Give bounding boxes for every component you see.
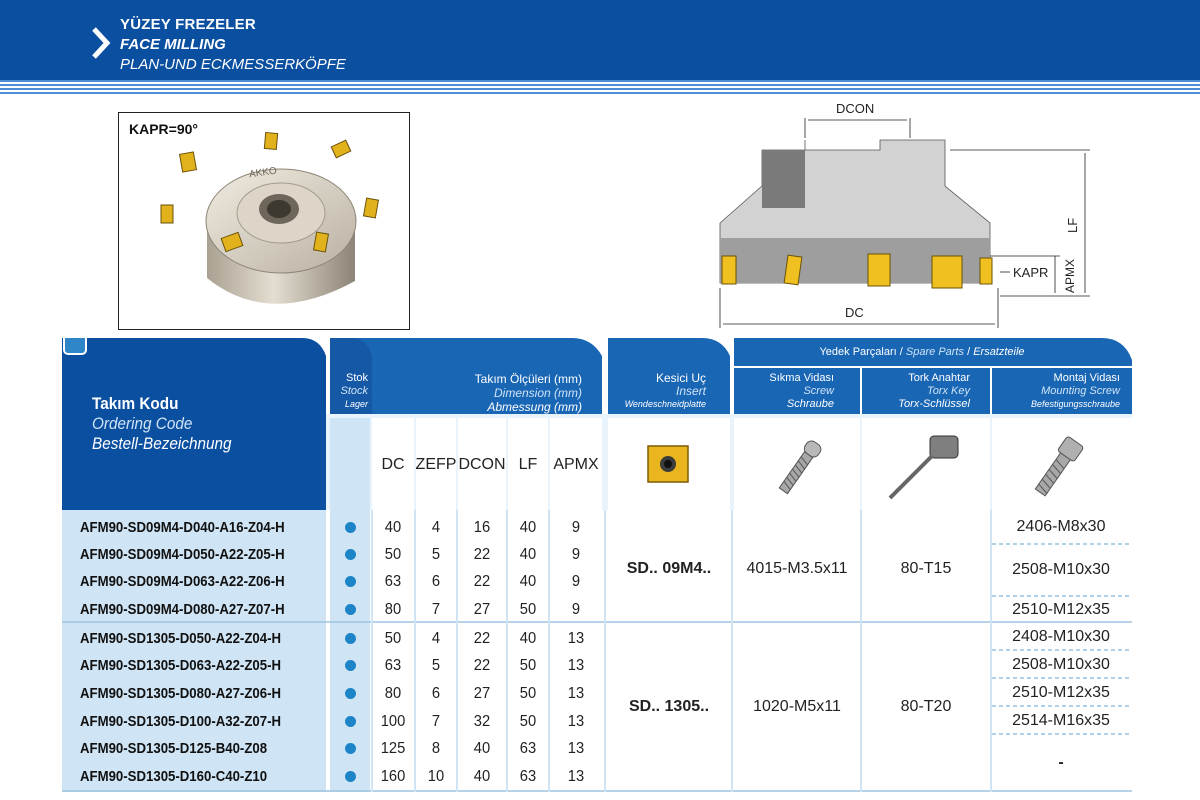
dimensions-en: Dimension (mm) xyxy=(493,386,582,400)
cell-dcon: 22 xyxy=(473,573,491,590)
insert-heading xyxy=(610,372,706,411)
cell-zefp: 10 xyxy=(427,768,445,785)
torx-key-image xyxy=(880,430,970,506)
stock-dot xyxy=(345,716,356,727)
ordering-code: AFM90-SD1305-D125-B40-Z08 xyxy=(80,740,268,757)
col-dcon: DCON xyxy=(458,456,506,473)
dimensions-tr: Takım Ölçüleri (mm) xyxy=(474,372,582,386)
mount-screw: 2510-M12x35 xyxy=(1012,684,1110,701)
cell-dcon: 40 xyxy=(473,768,491,785)
col-zefp: ZEFP xyxy=(415,456,457,473)
cell-apmx: 9 xyxy=(571,519,581,536)
ordering-code-tr: Takım Kodu xyxy=(92,394,179,413)
cell-apmx: 13 xyxy=(567,740,585,757)
dim-kapr: KAPR xyxy=(1013,265,1049,280)
chevron-right-icon xyxy=(90,26,112,60)
stock-dot xyxy=(345,604,356,615)
cell-dc: 100 xyxy=(380,713,406,730)
spare-parts-sep-2: / xyxy=(967,346,971,358)
cell-dcon: 22 xyxy=(473,657,491,674)
stock-dot xyxy=(345,743,356,754)
cell-dcon: 22 xyxy=(473,630,491,647)
spare-parts-en: Spare Parts xyxy=(905,346,964,358)
cell-dcon: 16 xyxy=(473,519,491,536)
mount-en: Mounting Screw xyxy=(1041,385,1120,397)
cell-dc: 125 xyxy=(380,740,406,757)
cell-lf: 63 xyxy=(519,740,537,757)
ordering-code: AFM90-SD1305-D080-A27-Z06-H xyxy=(80,685,282,702)
cell-apmx: 13 xyxy=(567,685,585,702)
key-en: Torx Key xyxy=(926,385,970,397)
ordering-code: AFM90-SD09M4-D063-A22-Z06-H xyxy=(80,573,285,590)
cell-dc: 50 xyxy=(384,630,402,647)
col-lf: LF xyxy=(518,456,538,473)
cell-dcon: 32 xyxy=(473,713,491,730)
stock-de: Lager xyxy=(344,399,368,409)
ordering-code: AFM90-SD1305-D063-A22-Z05-H xyxy=(80,657,282,674)
cell-apmx: 13 xyxy=(567,657,585,674)
cell-apmx: 9 xyxy=(571,601,581,618)
cell-dcon: 40 xyxy=(473,740,491,757)
mount-screw: 2406-M8x30 xyxy=(1016,518,1106,535)
cell-apmx: 9 xyxy=(571,573,581,590)
dim-dc: DC xyxy=(845,305,864,320)
cell-lf: 50 xyxy=(519,601,537,618)
stock-dot xyxy=(345,633,356,644)
cell-apmx: 9 xyxy=(571,546,581,563)
stock-heading xyxy=(330,372,368,411)
cell-dc: 40 xyxy=(384,519,402,536)
ordering-code-heading xyxy=(92,394,312,454)
mounting-screw-image xyxy=(1028,432,1088,502)
cell-lf: 50 xyxy=(519,685,537,702)
ordering-code-de: Bestell-Bezeichnung xyxy=(92,434,232,453)
cell-dc: 63 xyxy=(384,657,402,674)
key-heading xyxy=(862,372,970,411)
title-english: FACE MILLING xyxy=(120,36,226,53)
insert-image xyxy=(642,440,694,488)
dim-apmx: APMX xyxy=(1063,258,1077,293)
cell-lf: 63 xyxy=(519,768,537,785)
cell-dc: 63 xyxy=(384,573,402,590)
ordering-code: AFM90-SD09M4-D050-A22-Z05-H xyxy=(80,546,285,563)
mount-screw: 2508-M10x30 xyxy=(1012,656,1110,673)
dimension-heading xyxy=(422,372,582,414)
mount-screw: 2514-M16x35 xyxy=(1012,712,1110,729)
cell-apmx: 13 xyxy=(567,768,585,785)
ordering-code: AFM90-SD1305-D100-A32-Z07-H xyxy=(80,713,282,730)
mount-heading xyxy=(992,372,1120,411)
product-photo-box xyxy=(118,112,410,330)
screw-tr: Sıkma Vidası xyxy=(769,372,834,384)
cell-dc: 80 xyxy=(384,601,402,618)
col-dc: DC xyxy=(381,456,405,473)
spare-parts-sep-1: / xyxy=(899,346,903,358)
brand-label: AKKO xyxy=(248,165,278,181)
cell-lf: 40 xyxy=(519,573,537,590)
insert-de: Wendeschneidplatte xyxy=(624,399,706,409)
stock-dot xyxy=(345,688,356,699)
stock-dot xyxy=(345,522,356,533)
ordering-code: AFM90-SD09M4-D040-A16-Z04-H xyxy=(80,519,285,536)
mount-screw: 2510-M12x35 xyxy=(1012,601,1110,618)
cell-zefp: 7 xyxy=(431,713,441,730)
mount-screw: 2508-M10x30 xyxy=(1012,561,1110,578)
title-german: PLAN-UND ECKMESSERKÖPFE xyxy=(120,56,346,73)
col-apmx: APMX xyxy=(553,456,599,473)
ordering-code: AFM90-SD09M4-D080-A27-Z07-H xyxy=(80,601,285,618)
key-de: Torx-Schlüssel xyxy=(898,398,970,410)
mount-screw: - xyxy=(1058,754,1064,771)
group-key: 80-T15 xyxy=(900,560,952,577)
cell-zefp: 8 xyxy=(431,740,441,757)
cell-zefp: 5 xyxy=(431,657,441,674)
screw-heading xyxy=(734,372,834,411)
cell-zefp: 6 xyxy=(431,573,441,590)
cell-lf: 40 xyxy=(519,546,537,563)
cell-lf: 50 xyxy=(519,657,537,674)
cell-zefp: 5 xyxy=(431,546,441,563)
group-key: 80-T20 xyxy=(900,698,952,715)
spare-parts-tr: Yedek Parçaları xyxy=(819,346,897,358)
screw-de: Schraube xyxy=(786,398,834,410)
cell-dc: 160 xyxy=(380,768,406,785)
stock-tr: Stok xyxy=(345,372,368,384)
mount-de: Befestigungsschraube xyxy=(1030,399,1120,409)
cell-apmx: 13 xyxy=(567,713,585,730)
cell-lf: 40 xyxy=(519,630,537,647)
cell-lf: 40 xyxy=(519,519,537,536)
header-stripe xyxy=(0,80,1200,94)
group-screw: 1020-M5x11 xyxy=(753,698,841,715)
title-turkish: YÜZEY FREZELER xyxy=(120,16,256,33)
technical-drawing xyxy=(700,98,1100,330)
table-header xyxy=(62,338,1132,510)
dim-lf: LF xyxy=(1065,217,1080,233)
face-mill-photo xyxy=(119,113,410,330)
cell-lf: 50 xyxy=(519,713,537,730)
cell-dcon: 27 xyxy=(473,601,491,618)
ordering-code-en: Ordering Code xyxy=(92,414,193,433)
mount-screw: 2408-M10x30 xyxy=(1012,628,1110,645)
cell-zefp: 4 xyxy=(431,630,441,647)
group-insert-code: SD.. 1305.. xyxy=(628,698,710,715)
cell-dcon: 22 xyxy=(473,546,491,563)
stock-dot xyxy=(345,576,356,587)
cell-zefp: 4 xyxy=(431,519,441,536)
key-tr: Tork Anahtar xyxy=(908,372,970,384)
group-insert-code: SD.. 09M4.. xyxy=(626,560,712,577)
cell-zefp: 6 xyxy=(431,685,441,702)
ordering-code: AFM90-SD1305-D160-C40-Z10 xyxy=(80,768,268,785)
dim-dcon: DCON xyxy=(836,101,875,116)
screw-en: Screw xyxy=(803,385,834,397)
insert-tr: Kesici Uç xyxy=(655,371,706,385)
group-screw: 4015-M3.5x11 xyxy=(746,560,848,577)
insert-en: Insert xyxy=(675,384,706,398)
dimensions-de: Abmessung (mm) xyxy=(487,400,582,414)
cell-apmx: 13 xyxy=(567,630,585,647)
mount-tr: Montaj Vidası xyxy=(1053,372,1120,384)
page-header xyxy=(0,0,1200,80)
screw-image xyxy=(770,432,830,502)
stock-dot xyxy=(345,549,356,560)
spare-parts-de: Ersatzteile xyxy=(973,346,1025,358)
cell-dc: 50 xyxy=(384,546,402,563)
cell-zefp: 7 xyxy=(431,601,441,618)
spare-parts-heading xyxy=(742,346,1102,358)
stock-dot xyxy=(345,660,356,671)
stock-dot xyxy=(345,771,356,782)
ordering-code: AFM90-SD1305-D050-A22-Z04-H xyxy=(80,630,282,647)
cell-dc: 80 xyxy=(384,685,402,702)
stock-en: Stock xyxy=(340,385,368,397)
cell-dcon: 27 xyxy=(473,685,491,702)
kapr-label: KAPR=90° xyxy=(129,121,199,137)
